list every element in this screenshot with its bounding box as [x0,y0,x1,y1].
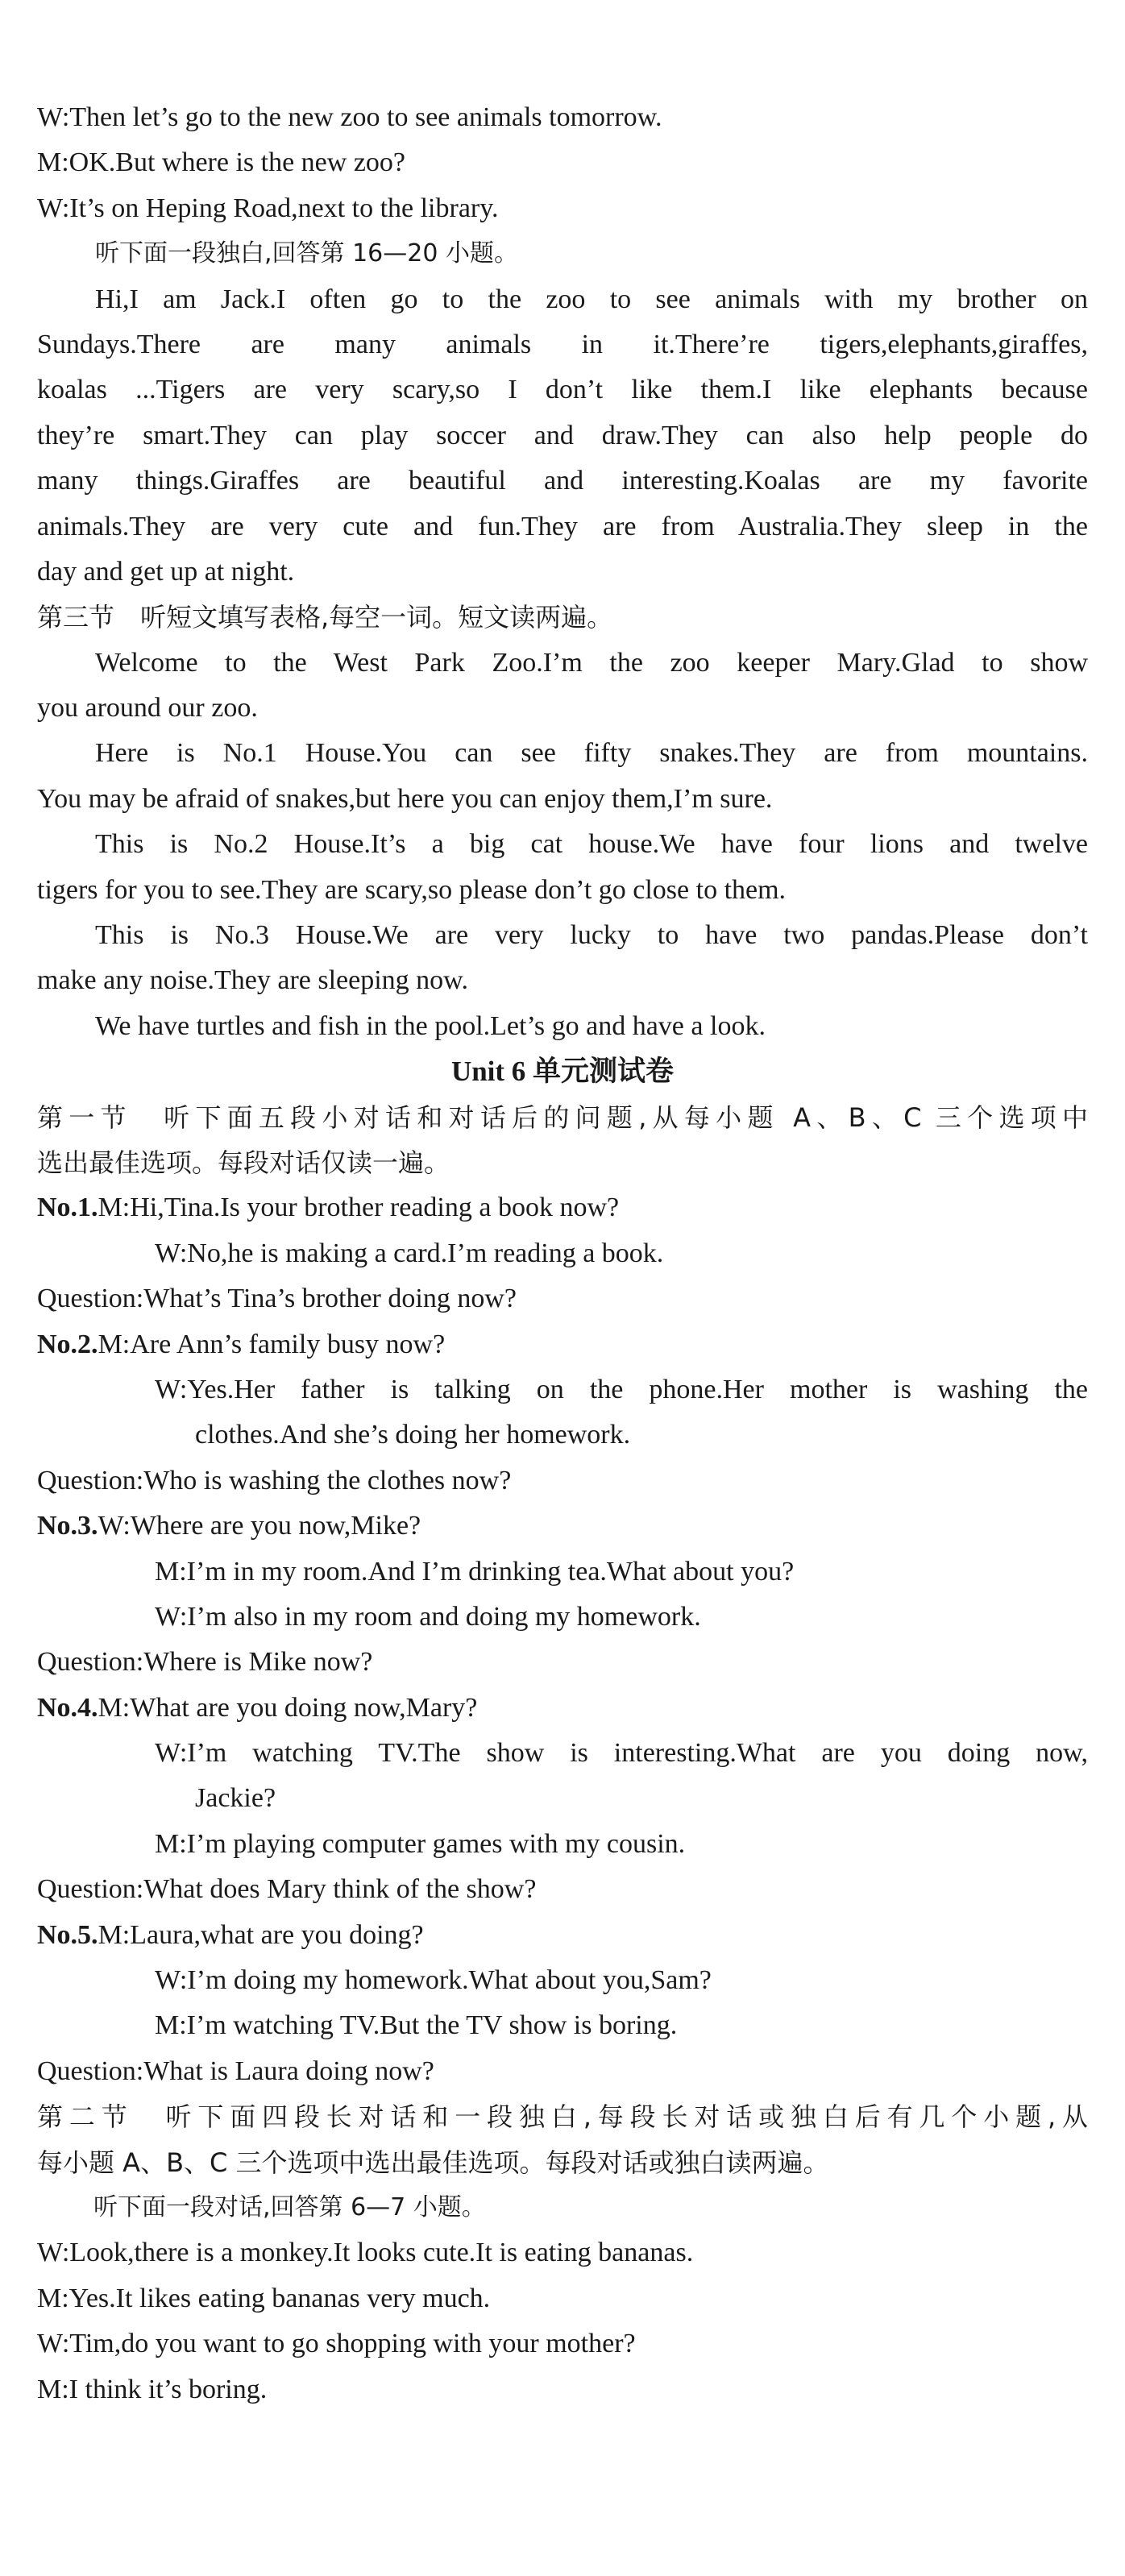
text-line: Sundays.There are many animals in it.There’re tigers,elephants,giraffes, [37,329,1088,359]
dialogue-line [37,1913,1088,1958]
dialogue-text: M:Are Ann’s family busy now? [98,1329,446,1359]
dialogue-line [37,1322,1088,1367]
text-line: This is No.2 House.It’s a big cat house.We have four lions and twelve [95,829,1088,860]
item-number: No.5. [37,1919,98,1950]
instruction-line: 听下面一段对话,回答第 6—7 小题。 [93,2192,486,2221]
unit-title: Unit 6 单元测试卷 [450,1056,675,1088]
dialogue-text: M:What are you doing now,Mary? [98,1692,478,1723]
text-line: Hi,I am Jack.I often go to the zoo to see animals with my brother on [95,284,1088,314]
item-number: No.3. [37,1511,98,1541]
text-line: they’re smart.They can play soccer and draw.They can also help people do [37,420,1088,450]
dialogue-line: M:I’m in my room.And I’m drinking tea.What about you? [155,1556,795,1587]
instruction-line: 听下面一段独白,回答第 16—20 小题。 [95,239,518,268]
dialogue-line: W:I’m also in my room and doing my homework. [155,1601,701,1632]
question-line: Question:Who is washing the clothes now? [37,1465,512,1495]
text-line: W:Then let’s go to the new zoo to see animals tomorrow. [37,102,662,132]
text-line: tigers for you to see.They are scary,so please don’t go close to them. [37,874,787,905]
text-line: Welcome to the West Park Zoo.I’m the zoo keeper Mary.Glad to show [95,647,1088,678]
section-heading: 第一节 听下面五段小对话和对话后的问题,从每小题 A、B、C 三个选项中 [37,1101,1088,1133]
text-line: animals.They are very cute and fun.They are from Australia.They sleep in the [37,511,1088,541]
dialogue-line: M:I’m playing computer games with my cousin. [155,1828,686,1859]
question-line: Question:What’s Tina’s brother doing now? [37,1284,517,1314]
dialogue-text: M:Hi,Tina.Is your brother reading a book now? [98,1193,620,1223]
dialogue-line [37,1504,1088,1549]
text-line: many things.Giraffes are beautiful and interesting.Koalas are my favorite [37,466,1088,496]
section-heading: 第二节 听下面四段长对话和一段独白,每段长对话或独白后有几个小题,从 [37,2101,1088,2133]
text-line: day and get up at night. [37,556,295,587]
dialogue-text: W:Where are you now,Mike? [98,1511,421,1541]
item-number: No.1. [37,1193,98,1223]
section-heading: 第三节 听短文填写表格,每空一词。短文读两遍。 [37,602,613,633]
text-line: You may be afraid of snakes,but here you can enjoy them,I’m sure. [37,783,773,814]
question-line: Question:What does Mary think of the show? [37,1874,537,1905]
dialogue-line: W:I’m doing my homework.What about you,Sam? [155,1965,712,1996]
dialogue-line: W:No,he is making a card.I’m reading a book. [155,1238,664,1268]
text-line: M:OK.But where is the new zoo? [37,147,406,178]
text-line: you around our zoo. [37,693,258,724]
dialogue-line [37,1185,1088,1230]
text-line: We have turtles and fish in the pool.Let’s go and have a look. [95,1010,766,1041]
question-line: Question:What is Laura doing now? [37,2055,434,2086]
text-line: make any noise.They are sleeping now. [37,965,469,996]
text-line: Here is No.1 House.You can see fifty snakes.They are from mountains. [95,738,1088,769]
section-heading: 每小题 A、B、C 三个选项中选出最佳选项。每段对话或独白读两遍。 [37,2147,829,2178]
dialogue-line: W:Yes.Her father is talking on the phone.Her mother is washing the [155,1374,1088,1404]
dialogue-line: W:I’m watching TV.The show is interesting.What are you doing now, [155,1738,1088,1769]
dialogue-line: W:Tim,do you want to go shopping with your mother? [37,2329,636,2359]
dialogue-line: W:Look,there is a monkey.It looks cute.It is eating bananas. [37,2238,694,2268]
dialogue-line: clothes.And she’s doing her homework. [195,1420,631,1450]
item-number: No.2. [37,1329,98,1359]
text-line: koalas ...Tigers are very scary,so I don’t like them.I like elephants because [37,375,1088,405]
dialogue-line [37,1686,1088,1731]
question-line: Question:Where is Mike now? [37,1647,373,1678]
section-heading: 选出最佳选项。每段对话仅读一遍。 [37,1147,450,1178]
dialogue-line: Jackie? [195,1783,276,1814]
text-line: W:It’s on Heping Road,next to the library. [37,193,499,223]
dialogue-line: M:I’m watching TV.But the TV show is boring. [155,2010,678,2041]
text-line: This is No.3 House.We are very lucky to have two pandas.Please don’t [95,920,1088,951]
dialogue-line: M:I think it’s boring. [37,2374,268,2404]
dialogue-line: M:Yes.It likes eating bananas very much. [37,2283,491,2313]
dialogue-text: M:Laura,what are you doing? [98,1919,424,1950]
item-number: No.4. [37,1692,98,1723]
